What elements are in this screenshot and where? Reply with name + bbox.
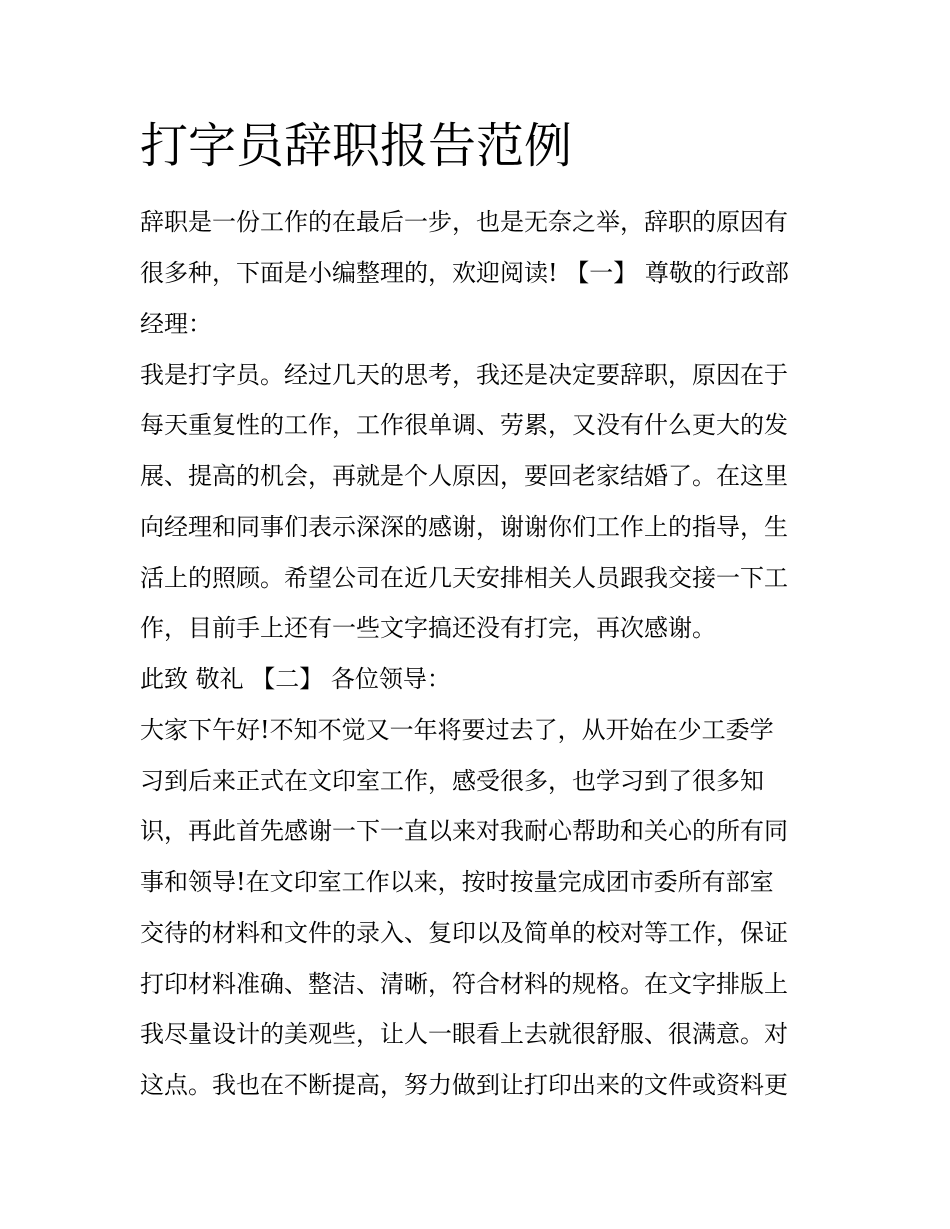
body-line-1: 辞职是一份工作的在最后一步，也是无奈之举，辞职的原因有: [140, 208, 788, 236]
body-line-3: 经理：: [140, 310, 212, 338]
body-line-8: 活上的照顾。希望公司在近几天安排相关人员跟我交接一下工: [140, 564, 788, 592]
body-line-5: 每天重复性的工作，工作很单调、劳累，又没有什么更大的发: [140, 411, 788, 439]
body-line-4: 我是打字员。经过几天的思考，我还是决定要辞职，原因在于: [140, 361, 788, 389]
body-line-12: 习到后来正式在文印室工作，感受很多，也学习到了很多知: [140, 767, 764, 795]
body-line-14: 事和领导!在文印室工作以来，按时按量完成团市委所有部室: [140, 868, 774, 896]
body-line-9: 作，目前手上还有一些文字搞还没有打完，再次感谢。: [140, 614, 716, 642]
body-line-18: 这点。我也在不断提高，努力做到让打印出来的文件或资料更: [140, 1071, 788, 1099]
body-line-16: 打印材料准确、整洁、清晰，符合材料的规格。在文字排版上: [140, 970, 788, 998]
body-line-13: 识，再此首先感谢一下一直以来对我耐心帮助和关心的所有同: [140, 817, 788, 845]
body-line-10: 此致 敬礼 【二】 各位领导：: [140, 665, 451, 693]
document-title: 打字员辞职报告范例: [140, 118, 573, 174]
body-line-7: 向经理和同事们表示深深的感谢，谢谢你们工作上的指导，生: [140, 513, 788, 541]
body-line-6: 展、提高的机会，再就是个人原因，要回老家结婚了。在这里: [140, 462, 788, 490]
body-line-15: 交待的材料和文件的录入、复印以及简单的校对等工作，保证: [140, 919, 788, 947]
body-line-2: 很多种，下面是小编整理的，欢迎阅读! 【一】 尊敬的行政部: [140, 259, 789, 287]
body-line-17: 我尽量设计的美观些，让人一眼看上去就很舒服、很满意。对: [140, 1020, 788, 1048]
body-line-11: 大家下午好!不知不觉又一年将要过去了，从开始在少工委学: [140, 716, 774, 744]
